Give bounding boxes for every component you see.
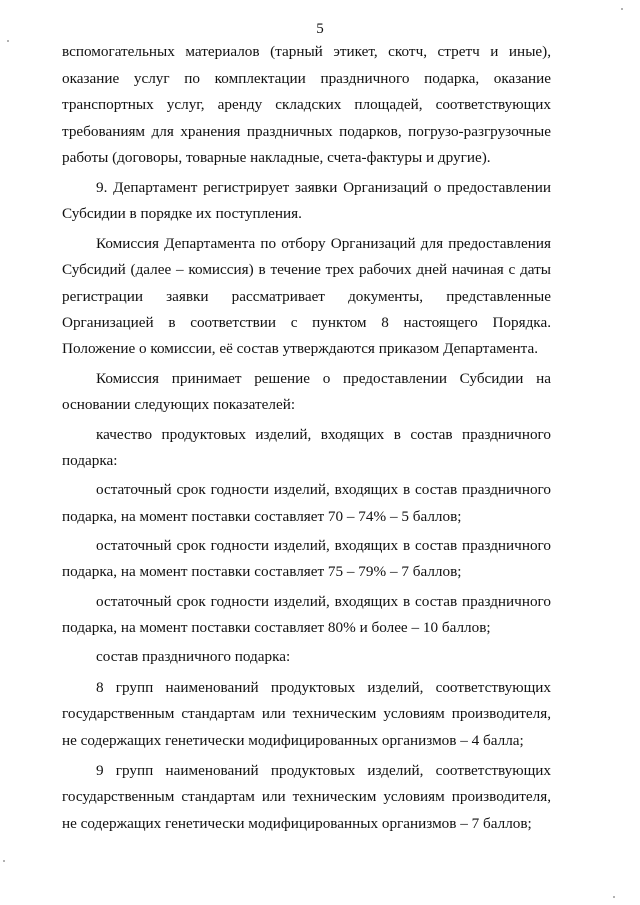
text-line: остаточный срок годности изделий, входящих в состав праздничного bbox=[96, 593, 551, 610]
scan-speck bbox=[3, 860, 5, 862]
text-line: требованиям для хранения праздничных подарков, погрузо-разгрузочные bbox=[62, 123, 551, 140]
text-line: Субсидий (далее – комиссия) в течение трех рабочих дней начиная с даты bbox=[62, 261, 551, 278]
text-line: регистрации заявки рассматривает документы, представленные bbox=[62, 288, 551, 305]
text-line: 8 групп наименований продуктовых изделий, соответствующих bbox=[96, 679, 551, 696]
text-line: 9. Департамент регистрирует заявки Организаций о предоставлении bbox=[96, 179, 551, 196]
text-line: подарка, на момент поставки составляет 75 – 79% – 7 баллов; bbox=[62, 563, 462, 580]
text-line: состав праздничного подарка: bbox=[96, 648, 291, 665]
text-line: подарка, на момент поставки составляет 70 – 74% – 5 баллов; bbox=[62, 508, 462, 525]
text-line: вспомогательных материалов (тарный этикет, скотч, стретч и иные), bbox=[62, 43, 551, 60]
text-line: подарка, на момент поставки составляет 80% и более – 10 баллов; bbox=[62, 619, 491, 636]
text-line: основании следующих показателей: bbox=[62, 396, 296, 413]
text-line: государственным стандартам или техническим условиям производителя, bbox=[62, 788, 551, 805]
text-line: остаточный срок годности изделий, входящих в состав праздничного bbox=[96, 537, 551, 554]
text-line: не содержащих генетически модифицированных организмов – 7 баллов; bbox=[62, 815, 532, 832]
text-line: не содержащих генетически модифицированных организмов – 4 балла; bbox=[62, 732, 524, 749]
text-line: Комиссия принимает решение о предоставлении Субсидии на bbox=[96, 370, 551, 387]
text-line: работы (договоры, товарные накладные, счета-фактуры и другие). bbox=[62, 149, 491, 166]
text-line: Комиссия Департамента по отбору Организаций для предоставления bbox=[96, 235, 551, 252]
text-line: Положение о комиссии, её состав утверждаются приказом Департамента. bbox=[62, 340, 539, 357]
text-line: транспортных услуг, аренду складских площадей, соответствующих bbox=[62, 96, 551, 113]
text-line: оказание услуг по комплектации праздничного подарка, оказание bbox=[62, 70, 551, 87]
text-line: качество продуктовых изделий, входящих в состав праздничного bbox=[96, 426, 551, 443]
scan-speck bbox=[621, 8, 623, 10]
text-line: подарка: bbox=[62, 452, 118, 469]
text-line: Субсидии в порядке их поступления. bbox=[62, 205, 302, 222]
text-line: государственным стандартам или техническим условиям производителя, bbox=[62, 705, 551, 722]
scan-speck bbox=[7, 40, 9, 42]
scan-speck bbox=[613, 896, 615, 898]
page-number: 5 bbox=[316, 21, 324, 37]
text-line: остаточный срок годности изделий, входящих в состав праздничного bbox=[96, 481, 551, 498]
text-line: Организацией в соответствии с пунктом 8 настоящего Порядка. bbox=[62, 314, 551, 331]
text-line: 9 групп наименований продуктовых изделий, соответствующих bbox=[96, 762, 551, 779]
